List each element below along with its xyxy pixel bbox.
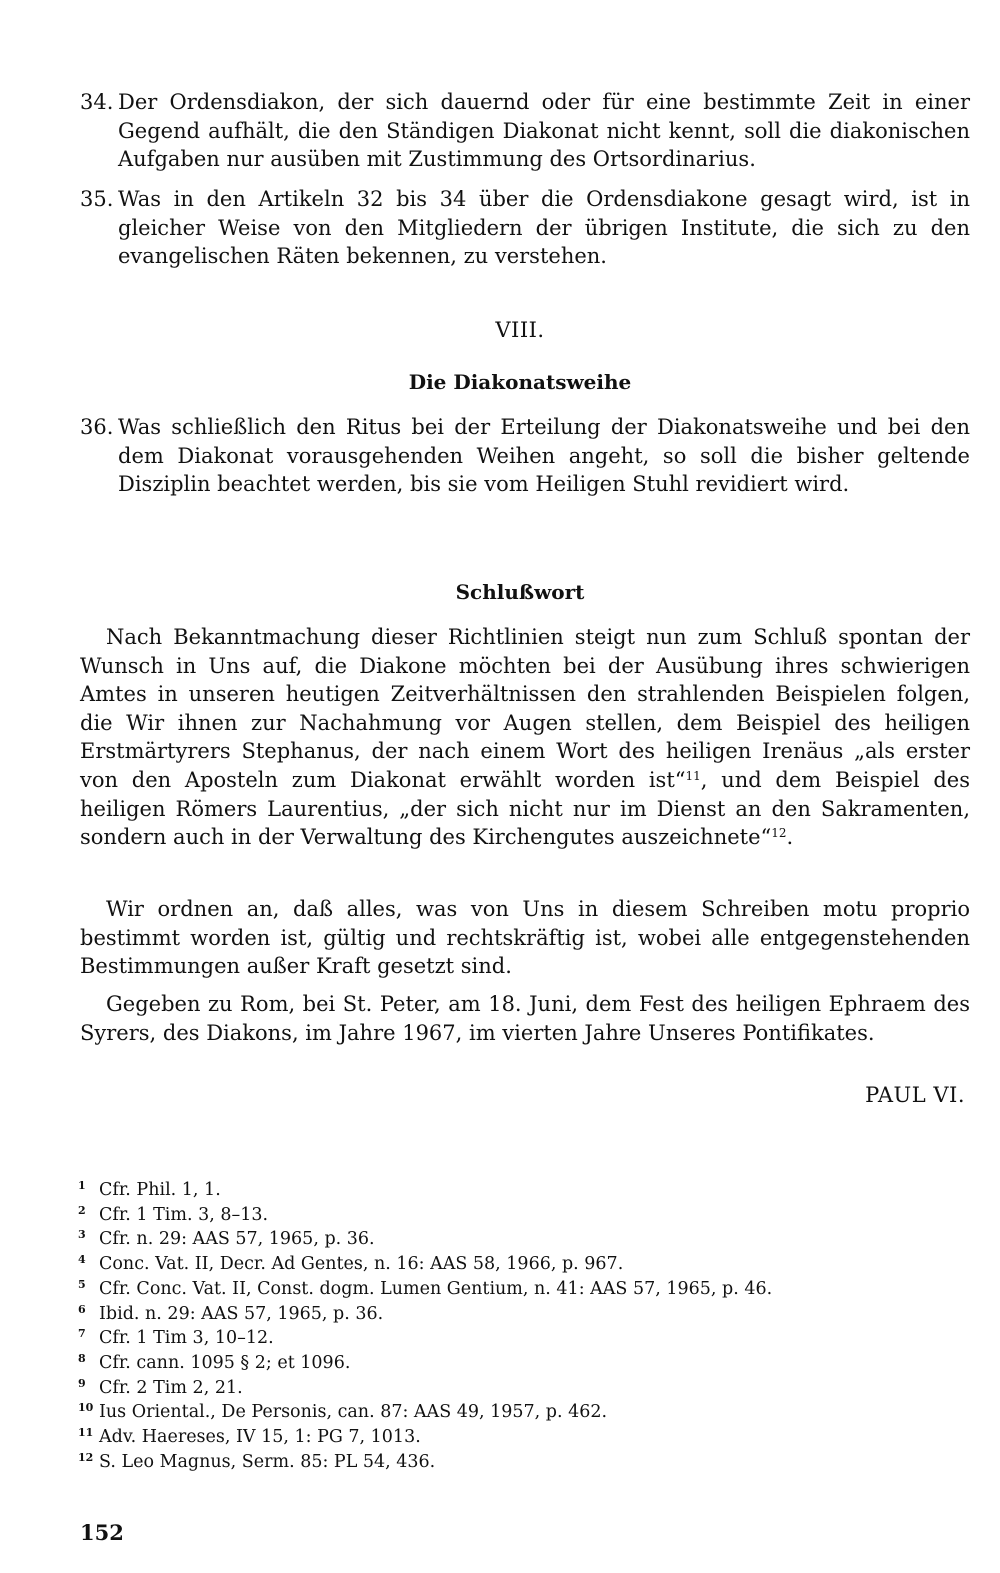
- footnote-mark: 12: [78, 1450, 94, 1464]
- footnote-mark: 2: [78, 1203, 86, 1217]
- footnote-mark: 10: [78, 1401, 94, 1415]
- article-36: [80, 413, 970, 499]
- article-number: 35.: [80, 187, 114, 211]
- closing-paragraph-3: Gegeben zu Rom, bei St. Peter, am 18. Juni, dem Fest des heiligen Ephraem des Syrers, des Diakons, im Jahre 1967, im vierten Jahre Unseres Pontifikates.: [80, 992, 970, 1045]
- section-number: VIII.: [495, 318, 545, 342]
- footnote: [78, 1277, 958, 1302]
- footnote-mark: 8: [78, 1351, 86, 1365]
- section-title: Die Diakonatsweihe: [408, 370, 632, 394]
- footnote: [78, 1203, 958, 1228]
- closing-text-part3: .: [786, 825, 794, 850]
- footnote-text: Cfr. cann. 1095 § 2; et 1096.: [99, 1352, 351, 1373]
- closing-text-part2: , und dem Beispiel des heiligen Römers Laurentius, „der sich nicht nur im Dienst an den Sakramenten, sondern auch in der Verwaltung des Kirchengutes auszeichnete“: [80, 767, 970, 850]
- page-number: 152: [80, 1520, 124, 1545]
- footnote-text: Conc. Vat. II, Decr. Ad Gentes, n. 16: AAS 58, 1966, p. 967.: [99, 1254, 624, 1275]
- footnote-text: Ius Oriental., De Personis, can. 87: AAS 49, 1957, p. 462.: [99, 1402, 608, 1423]
- footnote-mark: 1: [78, 1179, 86, 1192]
- footnote: [78, 1326, 958, 1351]
- footnote: [78, 1351, 958, 1376]
- closing-paragraph-1: [80, 623, 970, 852]
- footnote: [78, 1178, 958, 1203]
- footnote-text: Cfr. 2 Tim 2, 21.: [99, 1377, 243, 1398]
- footnote-mark: 7: [78, 1327, 86, 1341]
- article-35: [80, 185, 970, 271]
- article-text: Was in den Artikeln 32 bis 34 über die Ordensdiakone gesagt wird, ist in gleicher Weise von den Mitgliedern der übrigen Institute, die sich zu den evangelischen Räten bekennen, zu verstehen.: [118, 187, 970, 268]
- closing-paragraph-2: Wir ordnen an, daß alles, was von Uns in diesem Schreiben motu proprio bestimmt worden ist, gültig und rechtskräftig ist, wobei alle entgegenstehenden Bestimmungen außer Kraft gesetzt sind.: [80, 897, 970, 979]
- footnote: [78, 1302, 958, 1327]
- closing-text-part1: Nach Bekanntmachung dieser Richtlinien steigt nun zum Schluß spontan der Wunsch in Uns auf, die Diakone möchten bei der Ausübung ihres schwierigen Amtes in unseren heutigen Zeitverhältnissen den strahlenden Beispielen folgen, die Wir ihnen zur Nachahmung vor Augen stellen, dem Beispiel des heiligen Erstmärtyrers Stephanus, der nach einem Wort des heiligen Irenäus „als erster von den Aposteln zum Diakonat erwählt worden ist“: [80, 625, 970, 792]
- footnote-text: Ibid. n. 29: AAS 57, 1965, p. 36.: [99, 1303, 384, 1324]
- footnote-ref-11: 11: [685, 768, 701, 783]
- footnotes: [78, 1178, 958, 1474]
- article-text: Was schließlich den Ritus bei der Erteilung der Diakonatsweihe und bei den dem Diakonat vorausgehenden Weihen angeht, so soll die bisher geltende Disziplin beachtet werden, bis sie vom Heiligen Stuhl revidiert wird.: [118, 415, 970, 496]
- footnote-ref-12: 12: [771, 826, 787, 841]
- footnote: [78, 1425, 958, 1450]
- footnote-text: S. Leo Magnus, Serm. 85: PL 54, 436.: [99, 1451, 436, 1472]
- article-text: Der Ordensdiakon, der sich dauernd oder für eine bestimmte Zeit in einer Gegend aufhält, die den Ständigen Diakonat nicht kennt, soll die diakonischen Aufgaben nur ausüben mit Zustimmung des Ortsordinarius.: [118, 90, 970, 171]
- footnote-mark: 3: [78, 1228, 86, 1242]
- footnote-mark: 11: [78, 1426, 94, 1440]
- footnote-mark: 4: [78, 1253, 86, 1267]
- article-number: 36.: [80, 415, 114, 439]
- footnote: [78, 1252, 958, 1277]
- footnote: [78, 1450, 958, 1475]
- closing-title: Schlußwort: [455, 580, 585, 604]
- footnote: [78, 1400, 958, 1425]
- footnote-text: Cfr. 1 Tim 3, 10–12.: [99, 1328, 274, 1349]
- footnote-text: Cfr. 1 Tim. 3, 8–13.: [99, 1204, 269, 1225]
- footnote-text: Adv. Haereses, IV 15, 1: PG 7, 1013.: [99, 1427, 421, 1448]
- footnote: [78, 1227, 958, 1252]
- footnote-mark: 6: [78, 1302, 86, 1316]
- footnote-text: Cfr. n. 29: AAS 57, 1965, p. 36.: [99, 1229, 375, 1250]
- article-number: 34.: [80, 90, 114, 114]
- footnote-text: Cfr. Phil. 1, 1.: [99, 1180, 221, 1200]
- footnote-text: Cfr. Conc. Vat. II, Const. dogm. Lumen Gentium, n. 41: AAS 57, 1965, p. 46.: [99, 1278, 773, 1299]
- signature: PAUL VI.: [865, 1083, 965, 1107]
- footnote-mark: 5: [78, 1277, 86, 1291]
- footnote-mark: 9: [78, 1376, 86, 1390]
- article-34: [80, 88, 970, 174]
- footnote: [78, 1376, 958, 1401]
